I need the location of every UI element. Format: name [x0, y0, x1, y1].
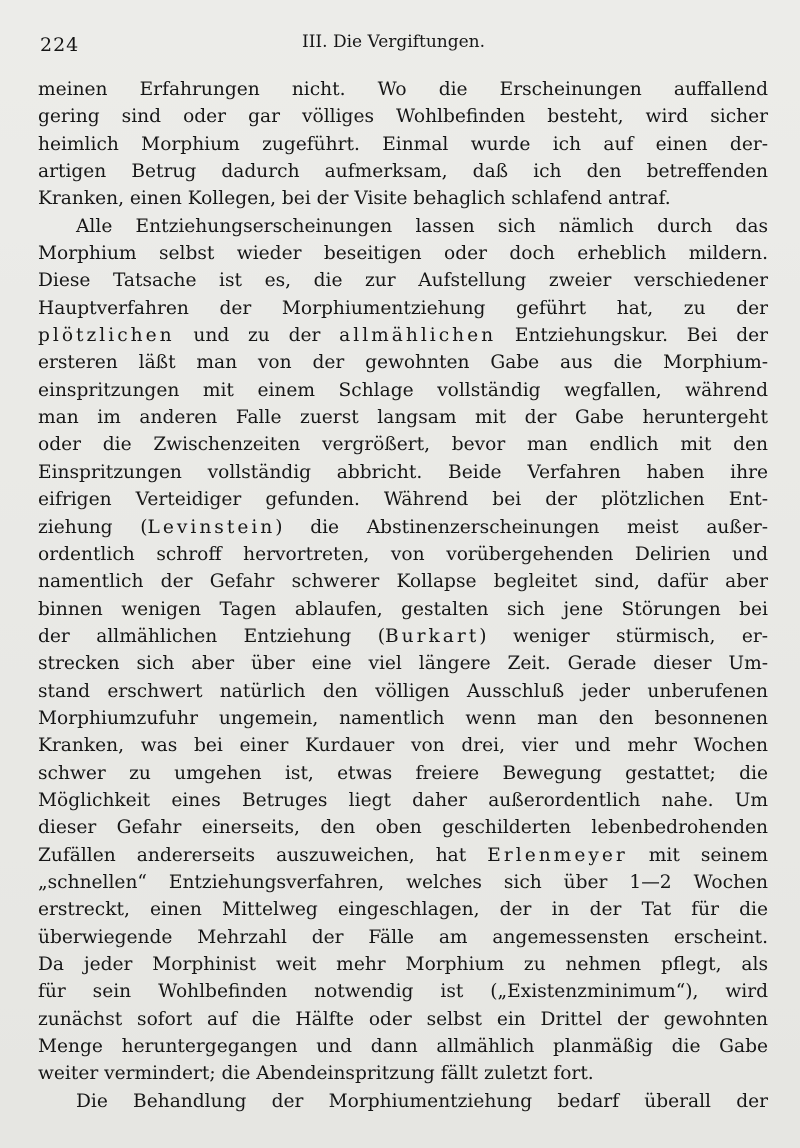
text-line: ersteren läßt man von der gewohnten Gabe aus die Morphium- [38, 352, 768, 374]
text-line: dieser Gefahr einerseits, den oben geschilderten lebenbedrohenden [38, 817, 768, 839]
emphasis-burkart: Burkart [384, 625, 480, 647]
text-line: Möglichkeit eines Betruges liegt daher außerordentlich nahe. Um [38, 789, 768, 811]
text-line: strecken sich aber über eine viel längere Zeit. Gerade dieser Um- [38, 653, 768, 675]
text-line [38, 322, 768, 349]
text-line: Morphiumzufuhr ungemein, namentlich wenn man den besonnenen [38, 707, 768, 729]
paragraph-start-line: Alle Entziehungserscheinungen lassen sich nämlich durch das [76, 215, 768, 237]
text-line: „schnellen“ Entziehungsverfahren, welches sich über 1—2 Wochen [38, 871, 768, 893]
line-text: mit seinem [627, 844, 768, 866]
emphasis-levinstein: Levinstein [147, 516, 276, 538]
text-line: Einspritzungen vollständig abbricht. Beide Verfahren haben ihre [38, 461, 768, 483]
text-line: gering sind oder gar völliges Wohlbefinden besteht, wird sicher [38, 106, 768, 128]
text-line: Hauptverfahren der Morphiumentziehung geführt hat, zu der [38, 297, 768, 319]
running-head: III. Die Vergiftungen. [302, 32, 486, 52]
text-line: weiter vermindert; die Abendeinspritzung fällt zuletzt fort. [38, 1063, 594, 1085]
text-line: meinen Erfahrungen nicht. Wo die Erscheinungen auffallend [38, 79, 768, 100]
line-text: Zufällen andererseits auszuweichen, hat [38, 844, 488, 866]
emphasis-plotzlichen: plötzlichen [38, 325, 175, 347]
text-line: Diese Tatsache ist es, die zur Aufstellung zweier verschiedener [38, 270, 768, 292]
body-text [38, 76, 768, 1115]
page-header [40, 30, 770, 60]
line-text: ziehung ( [38, 516, 148, 538]
text-line: Kranken, was bei einer Kurdauer von drei, vier und mehr Wochen [38, 735, 768, 757]
text-line: ordentlich schroff hervortreten, von vorübergehenden Delirien und [38, 543, 768, 565]
line-text: ) die Abstinenzerscheinungen meist außer- [275, 516, 768, 538]
text-line: oder die Zwischenzeiten vergrößert, bevor man endlich mit den [38, 434, 768, 456]
line-text: ) weniger stürmisch, er- [479, 625, 768, 647]
text-line: man im anderen Falle zuerst langsam mit der Gabe heruntergeht [38, 407, 768, 429]
emphasis-erlenmeyer: Erlenmeyer [487, 844, 628, 866]
text-line: Menge heruntergegangen und dann allmählich planmäßig die Gabe [38, 1036, 768, 1058]
line-text: Entziehungskur. Bei der [496, 325, 769, 347]
text-line: binnen wenigen Tagen ablaufen, gestalten sich jene Störungen bei [38, 598, 768, 620]
text-line [38, 842, 768, 869]
text-line [38, 514, 768, 541]
text-line: überwiegende Mehrzahl der Fälle am angemessensten erscheint. [38, 926, 768, 948]
text-line: Kranken, einen Kollegen, bei der Visite behaglich schlafend antraf. [38, 188, 671, 210]
text-line: erstreckt, einen Mittelweg eingeschlagen, der in der Tat für die [38, 899, 768, 921]
text-line: einspritzungen mit einem Schlage vollständig wegfallen, während [38, 379, 768, 401]
text-line: Da jeder Morphinist weit mehr Morphium zu nehmen pflegt, als [38, 954, 768, 975]
text-line: eifrigen Verteidiger gefunden. Während bei der plötzlichen Ent- [38, 489, 768, 511]
text-line: für sein Wohlbefinden notwendig ist („Existenzminimum“), wird [38, 981, 768, 1003]
text-line: zunächst sofort auf die Hälfte oder selbst ein Drittel der gewohnten [38, 1008, 768, 1030]
text-line: stand erschwert natürlich den völligen Ausschluß jeder unberufenen [38, 680, 768, 702]
emphasis-allmahlichen: allmählichen [339, 325, 497, 347]
text-line: artigen Betrug dadurch aufmerksam, daß ich den betreffenden [38, 161, 768, 183]
line-text: der allmählichen Entziehung ( [38, 625, 385, 647]
line-text: und zu der [174, 325, 340, 347]
text-line: schwer zu umgehen ist, etwas freiere Bewegung gestattet; die [38, 762, 768, 784]
paragraph-start-line: Die Behandlung der Morphiumentziehung bedarf überall der [76, 1090, 768, 1112]
text-line: heimlich Morphium zugeführt. Einmal wurde ich auf einen der- [38, 133, 768, 155]
page-number: 224 [40, 34, 80, 56]
text-line: Morphium selbst wieder beseitigen oder doch erheblich mildern. [38, 243, 768, 265]
text-line [38, 623, 768, 650]
text-line: namentlich der Gefahr schwerer Kollapse begleitet sind, dafür aber [38, 571, 768, 593]
